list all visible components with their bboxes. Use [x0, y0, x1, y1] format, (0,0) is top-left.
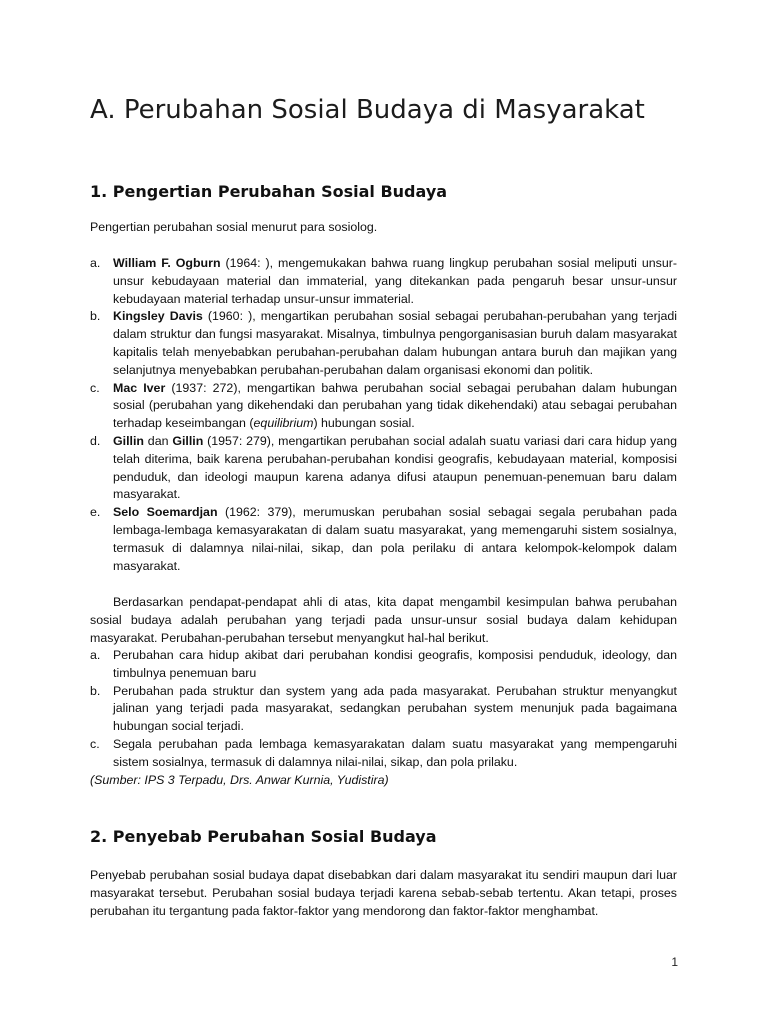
definition-item-davis: [90, 308, 677, 379]
definition-item-ogburn: [90, 255, 677, 308]
list-marker: d.: [90, 433, 101, 448]
definition-list: [90, 255, 677, 575]
name-connector: dan: [143, 433, 173, 448]
section-1-intro: Pengertian perubahan sosial menurut para sosiolog.: [90, 220, 378, 234]
sociologist-name-2: Gillin: [172, 433, 204, 448]
list-marker: b.: [90, 683, 101, 698]
conclusion-paragraph: Berdasarkan pendapat-pendapat ahli di atas, kita dapat mengambil kesimpulan bahwa perubahan sosial budaya adalah perubahan yang terjadi pada unsur-unsur sosial budaya dalam kehidupan masyarakat. Perubahan-perubahan tersebut menyangkut hal-hal berikut.: [90, 595, 677, 645]
section-2-paragraph: Penyebab perubahan sosial budaya dapat disebabkan dari dalam masyarakat itu sendiri maupun dari luar masyarakat tersebut. Perubahan sosial budaya terjadi karena sebab-sebab tertentu. Akan tetapi, proses perubahan itu tergantung pada faktor-faktor yang mendorong dan faktor-faktor menghambat.: [90, 868, 677, 918]
list-marker: c.: [90, 380, 100, 395]
definition-item-maciver: [90, 380, 677, 433]
definition-text: (1957: 279), mengartikan perubahan social adalah suatu variasi dari cara hidup yang telah diterima, baik karena perubahan-perubahan kondisi geografis, kebudayaan material, komposisi penduduk, dan ideologi maupun karena adanya difusi ataupun penemuan-penemuan baru dalam masyarakat.: [113, 433, 678, 502]
list-item: [90, 683, 677, 736]
list-marker: c.: [90, 736, 100, 751]
change-points-list: [90, 647, 677, 772]
page-title: A. Perubahan Sosial Budaya di Masyarakat: [90, 95, 645, 125]
definition-text: (1937: 272), mengartikan bahwa perubahan social sebagai perubahan dalam hubungan sosial (perubahan yang dikehendaki dan perubahan yang tidak dikehendaki) atau sebagai perubahan terhadap keseimbangan (: [113, 380, 678, 431]
list-item-text: Perubahan pada struktur dan system yang ada pada masyarakat. Perubahan struktur menyangkut jalinan yang terjadi pada masyarakat, sedangkan perubahan system menunjuk pada bagaimana hubungan social terjadi.: [113, 683, 677, 734]
source-citation: (Sumber: IPS 3 Terpadu, Drs. Anwar Kurnia, Yudistira): [90, 773, 389, 787]
section-1-heading: 1. Pengertian Perubahan Sosial Budaya: [90, 182, 448, 201]
definition-text: (1960: ), mengartikan perubahan sosial sebagai perubahan-perubahan yang terjadi dalam struktur dan fungsi masyarakat. Misalnya, timbulnya pengorganisasian buruh dalam masyarakat kapitalis telah menyebabkan perubahan-perubahan dalam hubungan antara buruh dan majikan yang selanjutnya menyebabkan perubahan-perubahan dalam organisasi ekonomi dan politik.: [113, 309, 677, 377]
sociologist-name: Gillin: [113, 433, 144, 448]
definition-text-end: ) hubungan sosial.: [313, 416, 415, 431]
sociologist-name: William F. Ogburn: [113, 256, 221, 270]
definition-item-gillin: [90, 433, 677, 504]
definition-text: (1962: 379), merumuskan perubahan sosial sebagai segala perubahan pada lembaga-lembaga kemasyarakatan di dalam suatu masyarakat, yang memengaruhi sistem sosialnya, termasuk di dalamnya nilai-nilai, sikap, dan pola perilaku di antara kelompok-kelompok dalam masyarakat.: [113, 505, 677, 573]
list-marker: e.: [90, 505, 101, 520]
list-marker: a.: [90, 648, 101, 662]
page-number: 1: [671, 955, 678, 969]
list-marker: b.: [90, 309, 101, 324]
sociologist-name: Kingsley Davis: [113, 309, 203, 324]
sociologist-name: Selo Soemardjan: [113, 505, 218, 520]
list-item: [90, 736, 677, 772]
section-2-heading: 2. Penyebab Perubahan Sosial Budaya: [90, 827, 437, 846]
definition-item-soemardjan: [90, 504, 677, 575]
list-item-text: Segala perubahan pada lembaga kemasyarakatan dalam suatu masyarakat yang mempengaruhi sistem sosialnya, termasuk di dalamnya nilai-nilai, sikap, dan pola prilaku.: [113, 736, 677, 769]
list-marker: a.: [90, 256, 101, 270]
italic-term: equilibrium: [253, 416, 314, 431]
sociologist-name: Mac Iver: [113, 380, 166, 395]
list-item: [90, 647, 677, 683]
definition-text: (1964: ), mengemukakan bahwa ruang lingkup perubahan sosial meliputi unsur-unsur kebudayaan material dan immaterial, yang ditekankan pada pengaruh besar unsur-unsur kebudayaan material terhadap unsur-unsur immaterial.: [113, 256, 677, 306]
list-item-text: Perubahan cara hidup akibat dari perubahan kondisi geografis, komposisi penduduk, ideology, dan timbulnya penemuan baru: [113, 648, 677, 680]
